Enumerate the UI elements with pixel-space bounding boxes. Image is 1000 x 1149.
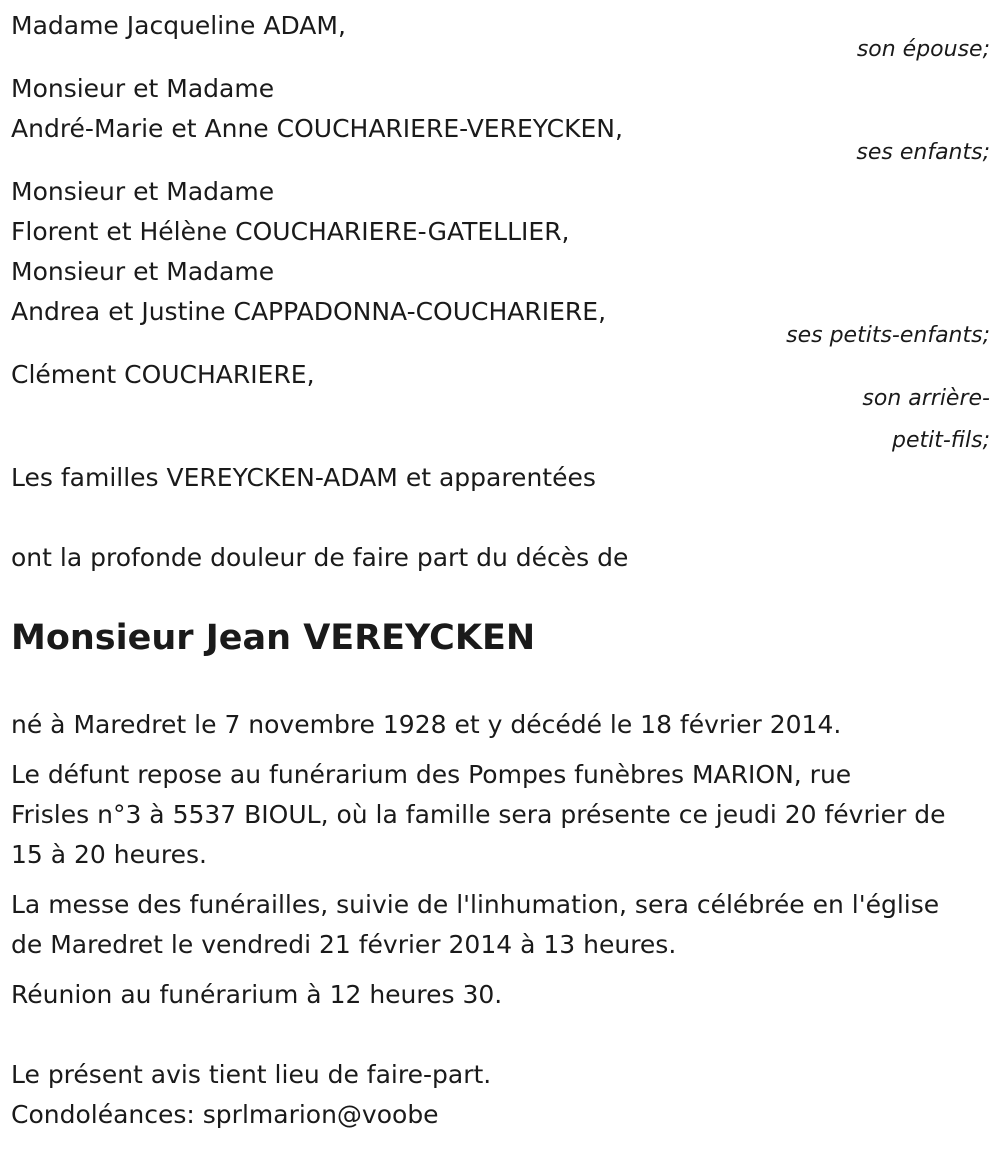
deceased-name: Monsieur Jean VEREYCKEN: [11, 618, 536, 658]
condolences: Condoléances: sprlmarion@voobe: [11, 1100, 439, 1129]
grandchild2-names: Andrea et Justine CAPPADONNA-COUCHARIERE,: [11, 297, 607, 326]
announcement: ont la profonde douleur de faire part du décès de: [11, 543, 629, 572]
greatgrandchild-role-line1: son arrière-: [862, 386, 990, 411]
repose-line2: Frisles n°3 à 5537 BIOUL, où la famille sera présente ce jeudi 20 février de: [11, 800, 946, 829]
spouse-name: Madame Jacqueline ADAM,: [11, 11, 346, 40]
notice: Le présent avis tient lieu de faire-part.: [11, 1060, 492, 1089]
grandchildren-role: ses petits-enfants;: [786, 323, 990, 348]
birth-death: né à Maredret le 7 novembre 1928 et y décédé le 18 février 2014.: [11, 710, 842, 739]
mass-line2: de Maredret le vendredi 21 février 2014 à 13 heures.: [11, 930, 677, 959]
mass-line1: La messe des funérailles, suivie de l'linhumation, sera célébrée en l'église: [11, 890, 940, 919]
child-names: André-Marie et Anne COUCHARIERE-VEREYCKEN,: [11, 114, 623, 143]
grandchild1-names: Florent et Hélène COUCHARIERE-GATELLIER,: [11, 217, 570, 246]
families-line: Les familles VEREYCKEN-ADAM et apparentées: [11, 463, 596, 492]
grandchild1-title: Monsieur et Madame: [11, 177, 275, 206]
spouse-role: son épouse;: [856, 37, 990, 62]
child-title: Monsieur et Madame: [11, 74, 275, 103]
greatgrandchild-role-line2: petit-fils;: [891, 428, 990, 453]
grandchild2-title: Monsieur et Madame: [11, 257, 275, 286]
reunion: Réunion au funérarium à 12 heures 30.: [11, 980, 503, 1009]
repose-line3: 15 à 20 heures.: [11, 840, 207, 869]
repose-line1: Le défunt repose au funérarium des Pompes funèbres MARION, rue: [11, 760, 852, 789]
children-role: ses enfants;: [856, 140, 990, 165]
greatgrandchild-name: Clément COUCHARIERE,: [11, 360, 315, 389]
